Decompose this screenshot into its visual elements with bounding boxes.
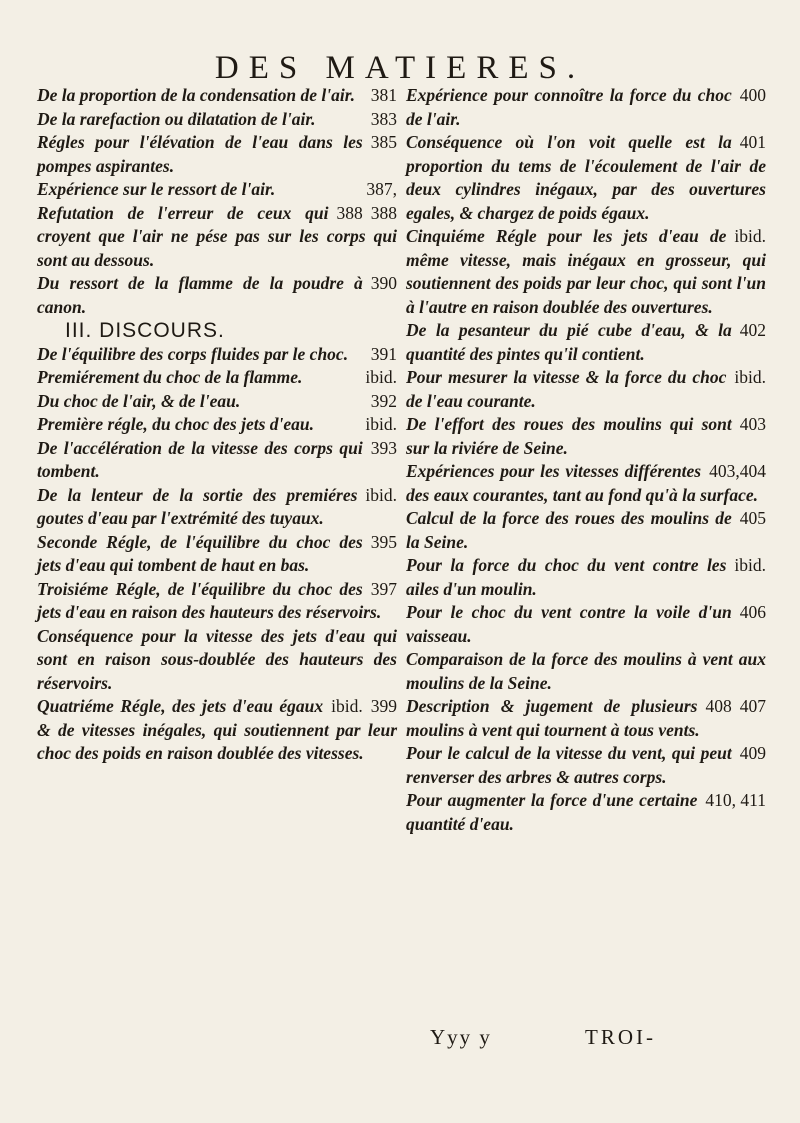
index-entry [406, 225, 766, 319]
page-reference: 403,404 [709, 461, 766, 481]
page-reference: 392 [370, 390, 397, 411]
entry-text: Régles pour l'élévation de l'eau dans les pompes aspirantes. [37, 132, 363, 176]
index-entry [406, 131, 766, 225]
page-reference: 405 [739, 508, 766, 528]
page-reference: ibid. [734, 555, 766, 575]
index-entry [406, 366, 766, 413]
index-entry [37, 178, 397, 202]
index-entry [37, 202, 397, 273]
page-reference: ibid. [734, 367, 766, 387]
signature-mark: Yyy y [430, 1025, 492, 1049]
page-reference: 401 [739, 132, 766, 152]
page-reference: 408 [705, 696, 732, 716]
page-reference: ibid. [734, 226, 766, 246]
entry-text: Pour le calcul de la vitesse du vent, qui peut renverser des arbres & autres corps. [406, 743, 732, 787]
entry-text: De la rarefaction ou dilatation de l'air. [37, 108, 316, 129]
entry-text: De l'accélération de la vitesse des corps qui tombent. [37, 437, 363, 481]
index-entry [37, 531, 397, 578]
page-reference: 388 [336, 202, 363, 223]
index-entry [37, 695, 397, 766]
entry-text: De la lenteur de la sortie des premiéres goutes d'eau par l'extrémité des tuyaux. [37, 484, 358, 528]
page-reference: 410, 411 [705, 790, 766, 810]
entry-text: Expériences pour les vitesses différentes des eaux courantes, tant au fond qu'à la surface. [406, 461, 758, 505]
entry-text: Du ressort de la flamme de la poudre à canon. [37, 273, 363, 317]
index-entry [406, 648, 766, 695]
index-entry [406, 695, 766, 742]
page-reference: 400 [739, 85, 766, 105]
index-entry [406, 601, 766, 648]
catchword: TROI- [585, 1025, 656, 1049]
page-reference: 383 [370, 108, 397, 129]
index-entry [37, 484, 397, 531]
entry-text: Calcul de la force des roues des moulins de la Seine. [406, 508, 732, 552]
entry-text: De la proportion de la condensation de l'air. [37, 85, 355, 105]
entry-text: Pour augmenter la force d'une certaine quantité d'eau. [406, 790, 698, 834]
index-entry [37, 625, 397, 696]
section-heading: III. DISCOURS. [65, 319, 225, 342]
page-reference: 390 [370, 273, 397, 293]
index-entry [37, 131, 397, 178]
entry-text: Pour la force du choc du vent contre les ailes d'un moulin. [406, 555, 727, 599]
entry-text: De l'équilibre des corps fluides par le choc. [37, 343, 349, 364]
page-reference: 395 [370, 531, 397, 552]
index-entry [37, 108, 397, 132]
page-reference: 402 [739, 320, 766, 340]
page-reference: ibid. [331, 696, 363, 716]
page-reference: 397 [370, 578, 397, 599]
index-entry [406, 413, 766, 460]
entry-text: De la pesanteur du pié cube d'eau, & la quantité des pintes qu'il contient. [406, 320, 732, 364]
index-entry [406, 554, 766, 601]
entry-text: Premiérement du choc de la flamme. [37, 367, 303, 387]
index-entry [406, 742, 766, 789]
page-reference: 406 [739, 602, 766, 622]
entry-text: Conséquence pour la vitesse des jets d'eau qui sont en raison sous-doublée des hauteurs des réservoirs. [37, 625, 397, 693]
entry-text: Seconde Régle, de l'équilibre du choc des jets d'eau qui tombent de haut en bas. [37, 531, 363, 575]
entry-text: Du choc de l'air, & de l'eau. [37, 390, 241, 411]
index-entry [406, 507, 766, 554]
index-entry [37, 413, 397, 437]
entry-text: Pour mesurer la vitesse & la force du choc de l'eau courante. [406, 367, 727, 411]
index-entry [37, 343, 397, 367]
entry-text: Refutation de l'erreur de ceux qui croyent que l'air ne pése pas sur les corps qui sont au dessous. [37, 202, 397, 270]
entry-text: Cinquiéme Régle pour les jets d'eau de même vitesse, mais inégaux en grosseur, qui soutiennent des poids par leur choc, qui sont l'un à l'autre en raison doublée des ouvertures. [406, 226, 766, 317]
page-reference: 387, [366, 179, 397, 199]
entry-text: Première régle, du choc des jets d'eau. [37, 414, 315, 434]
page-reference: 393 [370, 437, 397, 458]
entry-text: De l'effort des roues des moulins qui sont sur la riviére de Seine. [406, 414, 732, 458]
index-entry [37, 366, 397, 390]
entry-text: Pour le choc du vent contre la voile d'un vaisseau. [406, 602, 732, 646]
entry-text: Description & jugement de plusieurs moulins à vent qui tournent à tous vents. [406, 696, 700, 740]
index-entry [37, 84, 397, 108]
index-entry [406, 789, 766, 836]
index-entry [37, 437, 397, 484]
page-reference: 409 [739, 743, 766, 763]
page-reference: 403 [739, 414, 766, 434]
right-column [406, 84, 766, 836]
index-entry [37, 390, 397, 414]
entry-text: Quatriéme Régle, des jets d'eau égaux & de vitesses inégales, qui soutiennent par leur choc des poids en raison doublée des vitesses. [37, 696, 397, 763]
page-reference: ibid. [365, 484, 397, 505]
entry-text: Troisiéme Régle, de l'équilibre du choc des jets d'eau en raison des hauteurs des réservoirs. [37, 578, 382, 622]
entry-text: Expérience sur le ressort de l'air. [37, 179, 276, 199]
index-entry [406, 460, 766, 507]
entry-text: Conséquence où l'on voit quelle est la proportion du tems de l'écoulement de l'air de deux cylindres inégaux, par des ouvertures egales, & chargez de poids égaux. [406, 132, 766, 223]
page-reference: 388 [370, 202, 397, 223]
running-head: DES MATIERES. [214, 50, 586, 86]
index-entry [37, 272, 397, 319]
page-reference: 407 [739, 696, 766, 716]
page-reference: 391 [370, 343, 397, 364]
index-entry [406, 84, 766, 131]
left-column [37, 84, 397, 766]
page-reference: ibid. [365, 367, 397, 387]
page-reference: 381 [370, 85, 397, 105]
index-entry [406, 319, 766, 366]
entry-text: Comparaison de la force des moulins à vent aux moulins de la Seine. [406, 649, 766, 693]
index-entry [37, 578, 397, 625]
page-reference: 385 [370, 132, 397, 152]
page-reference: ibid. [365, 414, 397, 434]
page-reference: 399 [370, 696, 397, 716]
entry-text: Expérience pour connoître la force du choc de l'air. [406, 85, 732, 129]
